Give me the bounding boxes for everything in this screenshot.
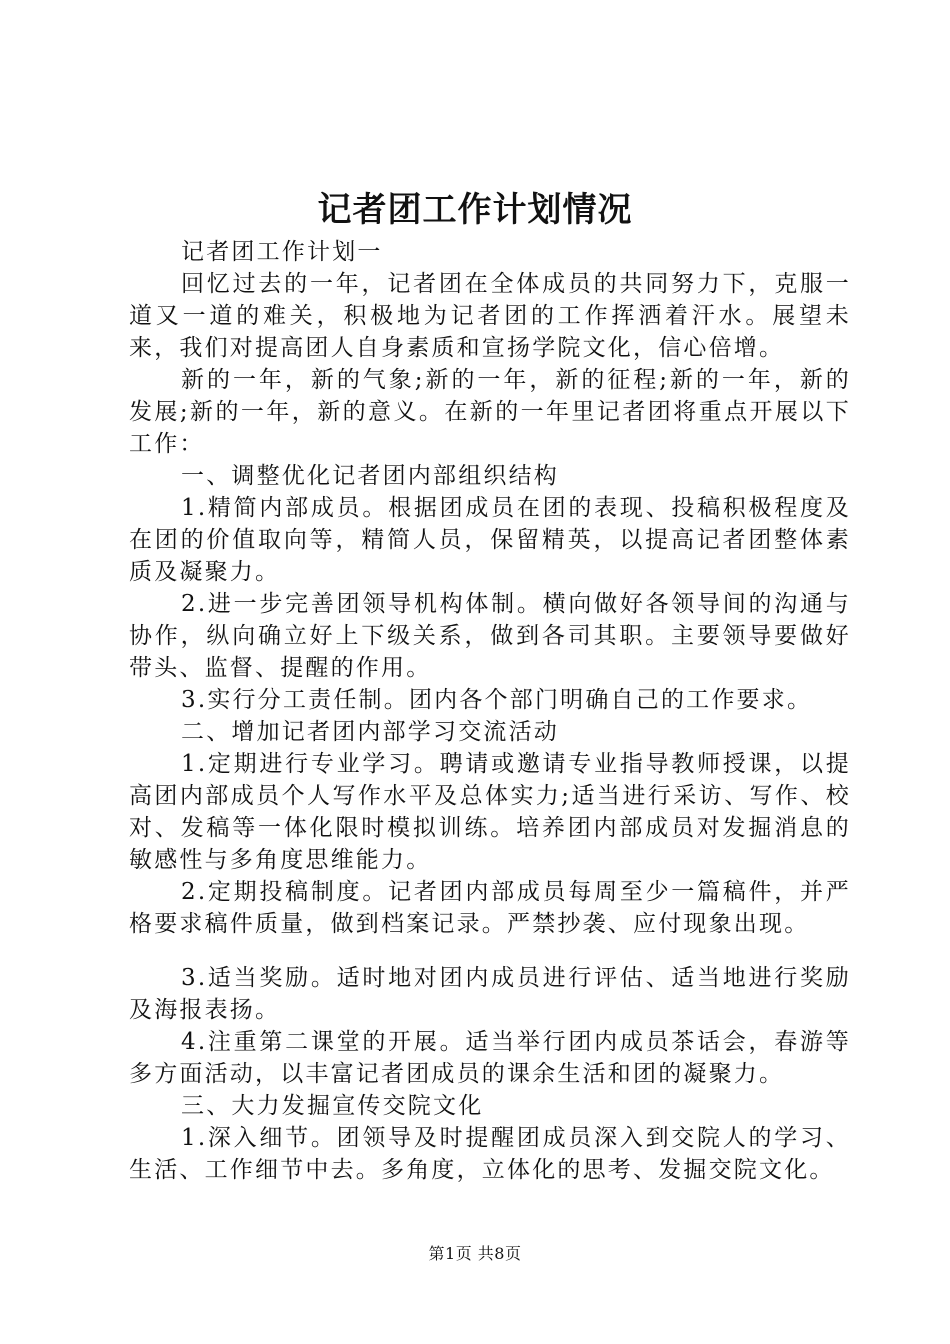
section-heading-1: 一、调整优化记者团内部组织结构 xyxy=(181,463,559,489)
document-title: 记者团工作计划情况 xyxy=(317,190,633,230)
paragraph-item-1-2: 2.进一步完善团领导机构体制。横向做好各领导间的沟通与协作，纵向确立好上下级关系，做到各司其职。主要领导要做好带头、监督、提醒的作用。 xyxy=(129,591,851,681)
page-number-footer: 第1页 共8页 xyxy=(428,1244,522,1263)
document-body xyxy=(129,236,851,1186)
paragraph-new-year: 新的一年，新的气象;新的一年，新的征程;新的一年，新的发展;新的一年，新的意义。在新的一年里记者团将重点开展以下工作： xyxy=(129,367,851,457)
paragraph-item-2-4: 4.注重第二课堂的开展。适当举行团内成员茶话会，春游等多方面活动，以丰富记者团成员的课余生活和团的凝聚力。 xyxy=(129,1029,851,1087)
section-heading-3: 三、大力发掘宣传交院文化 xyxy=(181,1093,484,1119)
section-heading-2: 二、增加记者团内部学习交流活动 xyxy=(181,719,559,745)
paragraph-item-3-1: 1.深入细节。团领导及时提醒团成员深入到交院人的学习、生活、工作细节中去。多角度，立体化的思考、发掘交院文化。 xyxy=(129,1125,851,1183)
paragraph-item-1-3: 3.实行分工责任制。团内各个部门明确自己的工作要求。 xyxy=(181,687,813,713)
paragraph-plan-heading: 记者团工作计划一 xyxy=(181,239,383,265)
paragraph-item-1-1: 1.精简内部成员。根据团成员在团的表现、投稿积极程度及在团的价值取向等，精简人员，保留精英，以提高记者团整体素质及凝聚力。 xyxy=(129,495,851,585)
paragraph-gap xyxy=(129,940,851,962)
paragraph-review: 回忆过去的一年，记者团在全体成员的共同努力下，克服一道又一道的难关，积极地为记者团的工作挥洒着汗水。展望未来，我们对提高团人自身素质和宣扬学院文化，信心倍增。 xyxy=(129,271,851,361)
paragraph-item-2-3: 3.适当奖励。适时地对团内成员进行评估、适当地进行奖励及海报表扬。 xyxy=(129,965,851,1023)
paragraph-item-2-1: 1.定期进行专业学习。聘请或邀请专业指导教师授课，以提高团内部成员个人写作水平及总体实力;适当进行采访、写作、校对、发稿等一体化限时模拟训练。培养团内部成员对发掘消息的敏感性与多角度思维能力。 xyxy=(129,751,851,873)
paragraph-item-2-2: 2.定期投稿制度。记者团内部成员每周至少一篇稿件，并严格要求稿件质量，做到档案记录。严禁抄袭、应付现象出现。 xyxy=(129,879,851,937)
